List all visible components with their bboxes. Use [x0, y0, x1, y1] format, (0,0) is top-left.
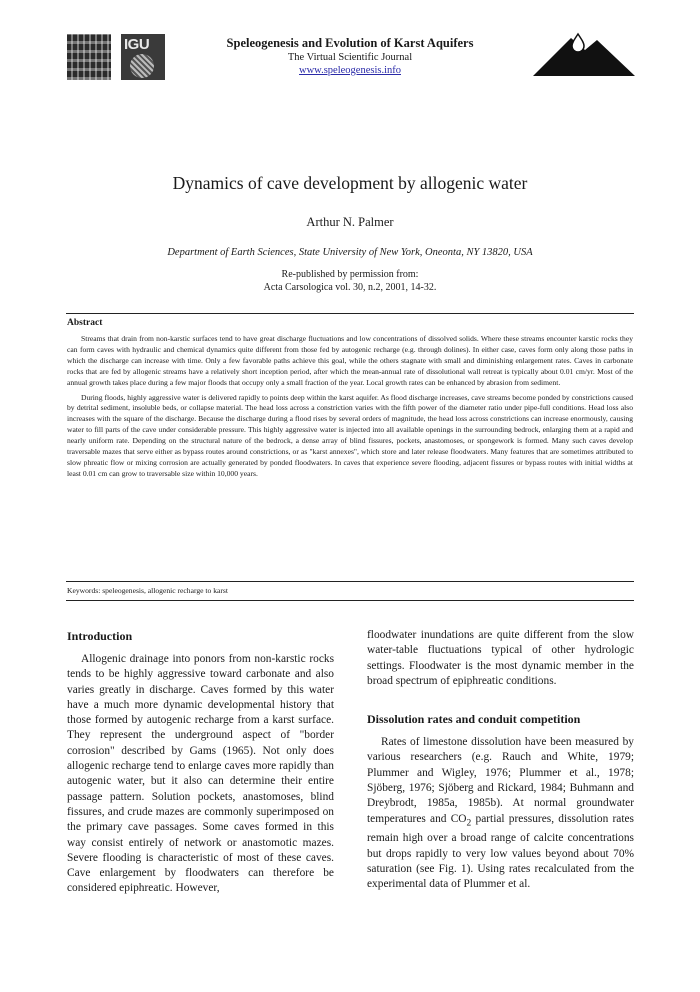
- dissolution-text-part-2: partial pressures, dissolution rates remain high over a broad range of calcite concentrations but drops rapidly to very low values beyond about 70% saturation (see Fig. 1). Using rates recalculated from the experimental data of Plummer et al.: [367, 812, 634, 891]
- author-affiliation: Department of Earth Sciences, State University of New York, Oneonta, NY 13820, USA: [167, 247, 533, 258]
- globe-icon: [130, 54, 154, 78]
- introduction-paragraph-continued: floodwater inundations are quite different from the slow water-table fluctuations typical of other hydrologic settings. Floodwater is the most dynamic member in the broad spectrum of epiphreatic conditions.: [367, 629, 634, 687]
- body-column-left: [67, 628, 334, 897]
- section-heading-introduction: Introduction: [67, 629, 133, 643]
- iugs-globe-logo-icon: [121, 34, 165, 80]
- mountain-water-drop-icon: [533, 30, 635, 76]
- keywords: Keywords: speleogenesis, allogenic recharge to karst: [67, 586, 228, 595]
- republished-line-1: Re-published by permission from:: [281, 269, 419, 280]
- republished-line-2: Acta Carsologica vol. 30, n.2, 2001, 14-32.: [263, 282, 437, 293]
- header-logos-left: [67, 34, 165, 80]
- journal-header: [170, 36, 530, 77]
- abstract-top-rule: [66, 313, 634, 314]
- header-separator-rule: [66, 600, 634, 601]
- abstract-bottom-rule: [66, 581, 634, 582]
- journal-subtitle: The Virtual Scientific Journal: [287, 52, 413, 63]
- speleogenesis-logo-icon: [67, 34, 111, 80]
- journal-title: Speleogenesis and Evolution of Karst Aquifers: [226, 36, 474, 50]
- paper-title: Dynamics of cave development by allogenic water: [172, 173, 528, 193]
- abstract-body: [67, 334, 633, 484]
- introduction-paragraph: Allogenic drainage into ponors from non-karstic rocks tends to be highly aggressive toward carbonate and also varies greatly in discharge. Caves formed by this water have a much more dynamic developmental history that those formed by autogenic recharge from a karst surface. They represent the underground aspect of "border corrosion" described by Gams (1965). Not only does allogenic recharge tend to enlarge caves more rapidly than autogenic water, but it also can determine their entire passage pattern. Solution pockets, anastomoses, blind fissures, and crude mazes are commonly superimposed on the primary cave passages. Some caves formed in this way consist entirely of network or anastomotic mazes. Severe flooding is characteristic of most of these caves. Cave enlargement by floodwaters can therefore be considered epiphreatic. However,: [67, 653, 334, 895]
- dissolution-paragraph: [367, 735, 634, 892]
- iugs-logo-text: IGU: [124, 36, 150, 53]
- author-name: Arthur N. Palmer: [306, 215, 394, 229]
- republished-note: [0, 268, 700, 294]
- section-heading-dissolution-rates: Dissolution rates and conduit competition: [367, 712, 581, 727]
- abstract-label: Abstract: [67, 318, 103, 328]
- body-column-right: [367, 628, 634, 892]
- abstract-paragraph-1: Streams that drain from non-karstic surfaces tend to have great discharge fluctuations and low concentrations of dissolved solids. Where these streams encounter karstic rocks they can form caves with hydraulic and chemical dynamics quite different from those fed by autogenic recharge (e.g. through dolines). In either case, caves form only along those paths in which the discharge can increase with time. Only a few favorable paths achieve this goal, while the others stagnate with small and diminishing enlargement rates. Caves in carbonate rocks that are fed by allogenic streams have a relatively short inception period, after which the mean-annual rate of dissolutional wall retreat is typically about 0.01 cm/yr. Most of the annual growth takes place during a few major floods that occupy only a small fraction of the year. Local growth rates can be enhanced by abrasion from sediment.: [67, 334, 633, 387]
- dissolution-text-part-1: Rates of limestone dissolution have been measured by various researchers (e.g. Rauch and White, 1979; Plummer and Wigley, 1976; Plummer et al., 1978; Sjöberg, 1976; Sjöberg and Rickard, 1984; Buhmann and Dreybrodt, 1985a, 1985b). At normal groundwater temperatures and CO: [367, 736, 634, 825]
- journal-url-link[interactable]: www.speleogenesis.info: [299, 65, 401, 76]
- abstract-paragraph-2: During floods, highly aggressive water is delivered rapidly to points deep within the karst aquifer. As flood discharge increases, cave streams become ponded by constrictions caused by detrital sediment, insoluble beds, or collapse material. The head loss across a constriction varies with the fifth power of the diameter ratio under pipe-full conditions. Head loss also increases with the square of the discharge. Because the discharge during a flood rises by several orders of magnitude, the head loss across constrictions can increase enormously, causing water to fill parts of the cave under considerable pressure. This highly aggressive water is injected into all available openings in the surrounding bedrock, enlarging them at a rapid and nearly uniform rate. Depending on the structural nature of the bedrock, a dense array of blind fissures, pockets, anastomoses, or spongework is formed. Many such caves develop traversable mazes that serve either as bypass routes around constrictions, or as "karst annexes", which store and later release floodwaters. Many features that are sometimes attributed to slow phreatic flow or mixing corrosion are actually generated by ponded floodwaters. In caves that experience severe flooding, adjacent fissures or bypass routes with initial widths at least 0.01 cm can grow to traversable size within 10,000 years.: [67, 392, 633, 478]
- co2-subscript: 2: [466, 817, 472, 828]
